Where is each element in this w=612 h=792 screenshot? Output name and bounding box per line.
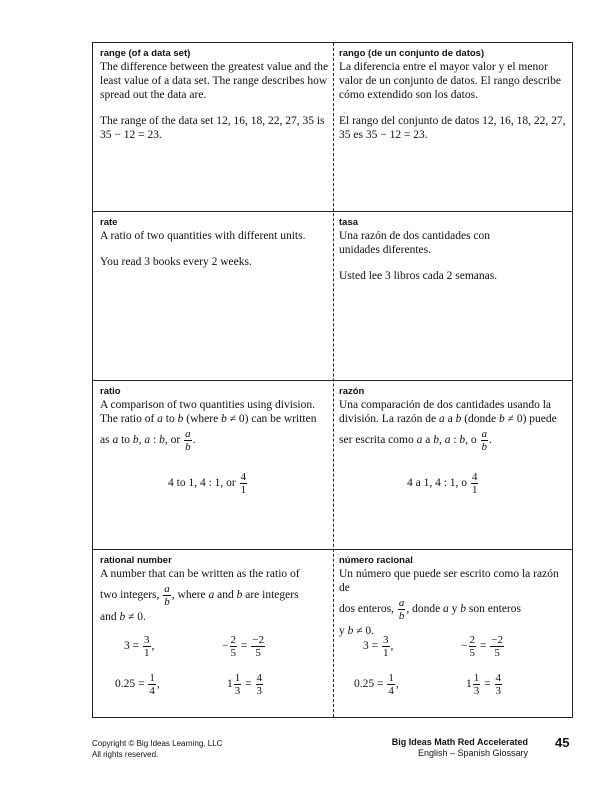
example-row: 1 $\frac{1}{3}$ = $\frac{4}{3}$ <box>466 672 501 697</box>
example: Usted lee 3 libros cada 2 semanas. <box>339 270 498 282</box>
example: 4 to 1, 4 : 1, or $\frac{4}{1}$ <box>168 471 247 496</box>
book-title: Big Ideas Math Red Accelerated <box>391 737 528 747</box>
entry-range-es <box>339 47 567 142</box>
book-footer <box>392 737 528 759</box>
definition: Un número que puede ser escrito como la razón de <box>339 568 559 594</box>
definition: A number that can be written as the ratio of <box>100 568 300 580</box>
example: You read 3 books every 2 weeks. <box>100 256 252 268</box>
definition-line: ser escrita como a a b, a : b, o $\frac{a}{b}$ . <box>339 428 492 453</box>
definition-line: as a to b, a : b, or $\frac{a}{b}$ . <box>100 428 196 453</box>
example-row: − $\frac{2}{5}$ = $\frac{-2}{5}$ <box>222 634 264 659</box>
example: El rango del conjunto de datos 12, 16, 18, 22, 27, 35 es 35 − 12 = 23. <box>339 115 566 141</box>
fraction: $\frac{a}{b}$ <box>164 583 170 608</box>
glossary-sheet <box>92 42 573 718</box>
row-divider <box>93 549 572 550</box>
entry-rate-en <box>100 216 330 269</box>
definition-line: The ratio of a to b (where b ≠ 0) can be written <box>100 413 317 425</box>
example-row: 3 = $\frac{3}{1}$ , <box>124 634 155 659</box>
fraction: $\frac{4}{1}$ <box>471 471 478 496</box>
term-title: rango (de un conjunto de datos) <box>339 48 485 59</box>
entry-range-en <box>100 47 330 142</box>
example-row: 3 = $\frac{3}{1}$ , <box>363 634 394 659</box>
example-row: 1 $\frac{1}{3}$ = $\frac{4}{3}$ <box>227 672 262 697</box>
definition: Una comparación de dos cantidades usando la <box>339 399 552 411</box>
entry-ratio-es <box>339 385 567 496</box>
example: The range of the data set 12, 16, 18, 22, 27, 35 is 35 − 12 = 23. <box>100 115 325 141</box>
glossary-title: English – Spanish Glossary <box>417 748 528 758</box>
fraction: $\frac{4}{1}$ <box>240 471 247 496</box>
term-title: rate <box>100 217 118 228</box>
definition: A comparison of two quantities using division. <box>100 399 315 411</box>
entry-ratio-en <box>100 385 330 496</box>
term-title: razón <box>339 386 365 397</box>
entry-rational-number-en <box>100 554 330 714</box>
row-divider <box>93 380 572 381</box>
rights-text: All rights reserved. <box>92 750 159 759</box>
definition: La diferencia entre el mayor valor y el menor valor de un conjunto de datos. El rango describe cómo extendido son los datos. <box>339 61 561 101</box>
definition-line: división. La razón de a a b (donde b ≠ 0) puede <box>339 413 557 425</box>
definition: A ratio of two quantities with different units. <box>100 230 306 242</box>
example-row: − $\frac{2}{5}$ = $\frac{-2}{5}$ <box>461 634 503 659</box>
term-title: número racional <box>339 555 413 566</box>
term-title: tasa <box>339 217 359 228</box>
definition-line: two integers, $\frac{a}{b}$ , where a and b are integers <box>100 583 299 608</box>
row-divider <box>93 211 572 212</box>
term-title: range (of a data set) <box>100 48 191 59</box>
definition-line: and b ≠ 0. <box>100 611 146 623</box>
definition-line: y b ≠ 0. <box>339 625 375 637</box>
fraction: $\frac{a}{b}$ <box>398 597 405 622</box>
page-number: 45 <box>555 735 570 750</box>
example-row: 0.25 = $\frac{1}{4}$ , <box>354 672 399 697</box>
definition-line: dos enteros, $\frac{a}{b}$ , donde a y b son enteros <box>339 597 521 622</box>
example-row: 0.25 = $\frac{1}{4}$ , <box>115 672 160 697</box>
fraction: $\frac{a}{b}$ <box>185 428 191 453</box>
fraction: $\frac{a}{b}$ <box>481 428 488 453</box>
entry-rate-es <box>339 216 567 283</box>
definition: Una razón de dos cantidades con unidades diferentes. <box>339 230 491 256</box>
term-title: ratio <box>100 386 121 397</box>
definition: The difference between the greatest value and the least value of a data set. The range describes how spread out the data are. <box>100 61 329 101</box>
example: 4 a 1, 4 : 1, o $\frac{4}{1}$ <box>407 471 478 496</box>
term-title: rational number <box>100 555 172 566</box>
copyright-footer <box>92 738 222 760</box>
entry-rational-number-es <box>339 554 567 714</box>
copyright-text: Copyright © Big Ideas Learning, LLC <box>92 739 223 748</box>
